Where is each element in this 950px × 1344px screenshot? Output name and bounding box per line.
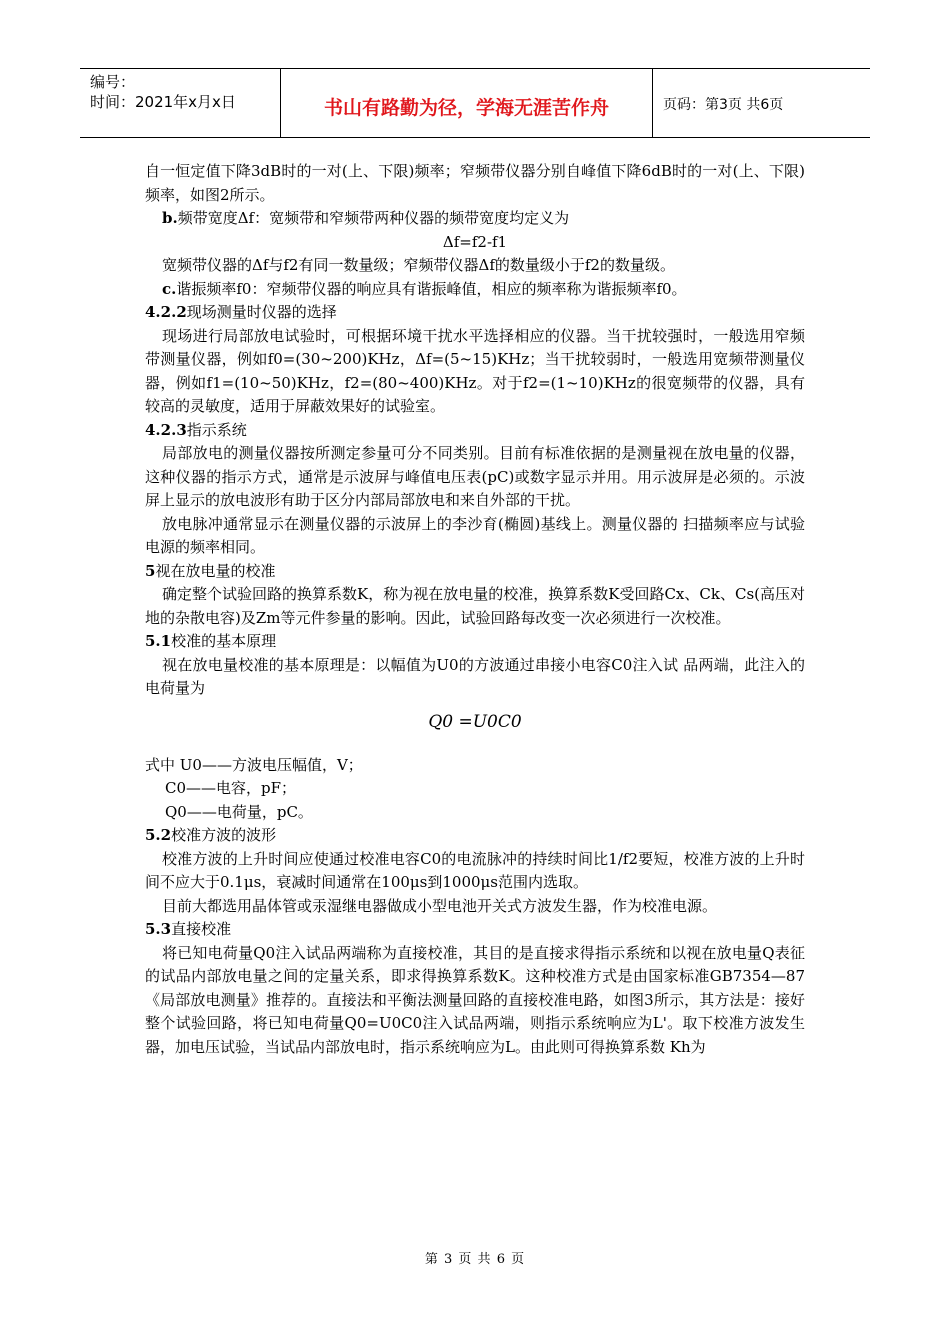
section-title: 指示系统: [186, 420, 247, 439]
section-title: 现场测量时仪器的选择: [186, 303, 337, 321]
paragraph-bandwidth-magnitude: 宽频带仪器的Δf与f2有同一数量级；窄频带仪器Δf的数量级小于f2的数量级。: [162, 256, 675, 274]
section-heading-5-2: [145, 824, 805, 848]
paragraph-indication-system: 局部放电的测量仪器按所测定参量可分不同类别。目前有标准依据的是测量视在放电量的仪器，这种仪器的指示方式，通常是示波屏与峰值电压表(pC)或数字显示并用。用示波屏是必须的。示波屏上显示的放电波形有助于区分内部局部放电和来自外部的干扰。: [145, 444, 805, 509]
formula-bandwidth: Δf=f2-f1: [442, 232, 508, 251]
resonant-frequency-text: 谐振频率f0：窄频带仪器的响应具有谐振峰值，相应的频率称为谐振频率f0。: [176, 279, 687, 298]
section-number: 5.3: [145, 920, 172, 938]
header-info-cell: [80, 69, 281, 137]
header-page-number: 页码：第3页 共6页: [663, 97, 784, 113]
formula-charge: Q0 =U0C0: [428, 711, 522, 732]
definition-u0: 式中 U0——方波电压幅值，V；: [145, 755, 363, 774]
section-title: 校准的基本原理: [171, 632, 277, 650]
paragraph-bandwidth-def: [145, 207, 805, 231]
section-heading-5-3: [145, 918, 805, 942]
header-motto: 书山有路勤为径，学海无涯苦作舟: [323, 97, 609, 119]
paragraph-calibration-principle: 视在放电量校准的基本原理是：以幅值为U0的方波通过串接小电容C0注入试 品两端，此注入的电荷量为: [145, 655, 805, 697]
section-title: 校准方波的波形: [171, 826, 277, 844]
paragraph-generator: 目前大都选用晶体管或汞湿继电器做成小型电池开关式方波发生器，作为校准电源。: [162, 896, 718, 915]
paragraph-waveform: 校准方波的上升时间应使通过校准电容C0的电流脉冲的持续时间比1/f2要短，校准方波的上升时间不应大于0.1μs，衰减时间通常在100μs到1000μs范围内选取。: [145, 849, 805, 891]
header-motto-cell: [281, 69, 653, 137]
section-number: 4.2.2: [145, 303, 187, 321]
page-footer: 第 3 页 共 6 页: [424, 1252, 526, 1267]
definition-q0: Q0——电荷量，pC。: [165, 802, 313, 821]
header-page-cell: [653, 69, 870, 137]
document-time-label: 时间：2021年x月x日: [90, 93, 236, 111]
section-heading-5-1: [145, 630, 805, 654]
document-code-label: 编号：: [90, 73, 136, 91]
section-title: 直接校准: [171, 920, 232, 938]
paragraph-pulse-display: 放电脉冲通常显示在测量仪器的示波屏上的李沙育(椭圆)基线上。测量仪器的 扫描频率应与试验电源的频率相同。: [145, 514, 805, 556]
section-number: 4.2.3: [145, 420, 187, 439]
paragraph-calibration-intro: 确定整个试验回路的换算系数K，称为视在放电量的校准，换算系数K受回路Cx、Ck、Cs(高压对地的杂散电容)及Zm等元件参量的影响。因此，试验回路每改变一次必须进行一次校准。: [145, 585, 805, 627]
section-title: 视在放电量的校准: [155, 561, 276, 580]
paragraph-bandwidth-limits: 自一恒定值下降3dB时的一对(上、下限)频率；窄频带仪器分别自峰值下降6dB时的一对(上、下限)频率，如图2所示。: [145, 162, 805, 204]
item-marker-c: c.: [162, 279, 177, 298]
section-heading-4-2-3: [145, 419, 805, 443]
section-number: 5.1: [145, 632, 172, 650]
section-number: 5.2: [145, 826, 172, 844]
header-table: [80, 68, 870, 138]
section-heading-5: [145, 560, 805, 584]
item-marker-b: b.: [162, 209, 178, 227]
section-heading-4-2-2: [145, 301, 805, 325]
section-number: 5: [145, 561, 156, 580]
bandwidth-def-text: 频带宽度Δf：宽频带和窄频带两种仪器的频带宽度均定义为: [177, 209, 570, 227]
document-body: [145, 160, 805, 1059]
paragraph-direct-calibration: 将已知电荷量Q0注入试品两端称为直接校准，其目的是直接求得指示系统和以视在放电量Q表征的试品内部放电量之间的定量关系，即求得换算系数K。这种校准方式是由国家标准GB7354—87《局部放电测量》推荐的。直接法和平衡法测量回路的直接校准电路，如图3所示，其方法是：接好整个试验回路，将已知电荷量Q0=U0C0注入试品两端，则指示系统响应为L'。取下校准方波发生器，加电压试验，当试品内部放电时，指示系统响应为L。由此则可得换算系数 Kh为: [145, 943, 805, 1056]
definition-c0: C0——电容，pF；: [165, 779, 297, 797]
paragraph-resonant-frequency: [145, 278, 805, 302]
paragraph-instrument-selection: 现场进行局部放电试验时，可根据环境干扰水平选择相应的仪器。当干扰较强时，一般选用窄频带测量仪器，例如f0=(30~200)KHz，Δf=(5~15)KHz；当干扰较弱时，一般选用宽频带测量仪器，例如f1=(10~50)KHz，f2=(80~400)KHz。对于f2=(1~10)KHz的很宽频带的仪器，具有较高的灵敏度，适用于屏蔽效果好的试验室。: [145, 326, 805, 415]
